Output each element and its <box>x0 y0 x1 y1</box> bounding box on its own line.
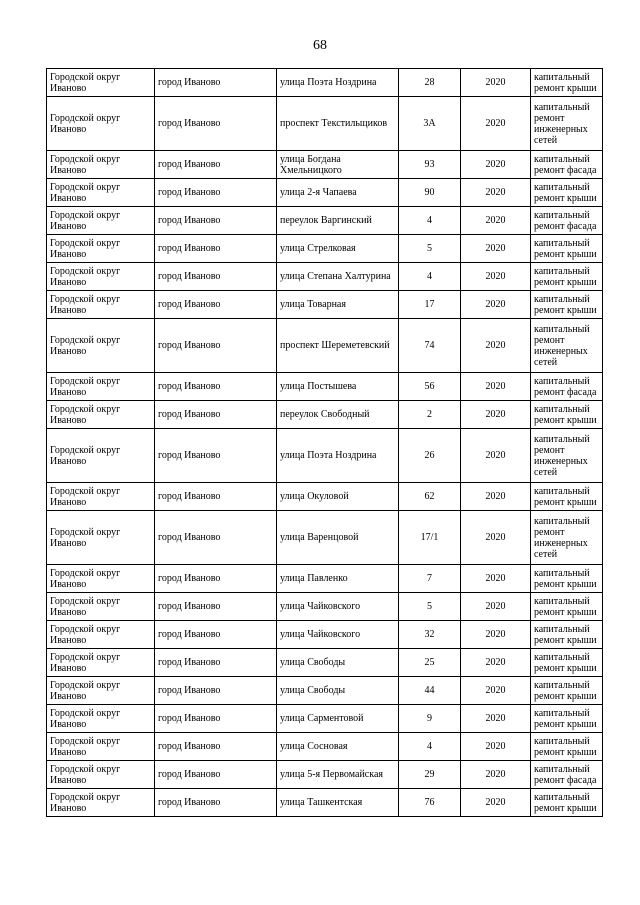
district-cell: Городской округ Иваново <box>47 235 155 263</box>
table-row <box>47 319 603 373</box>
house-number-cell: 29 <box>399 761 461 789</box>
city-cell: город Иваново <box>155 761 277 789</box>
year-cell: 2020 <box>461 511 531 565</box>
street-cell: улица Степана Халтурина <box>277 263 399 291</box>
city-cell: город Иваново <box>155 263 277 291</box>
work-type-cell: капитальный ремонт крыши <box>531 593 603 621</box>
year-cell: 2020 <box>461 733 531 761</box>
street-cell: улица Стрелковая <box>277 235 399 263</box>
work-type-cell: капитальный ремонт крыши <box>531 677 603 705</box>
city-cell: город Иваново <box>155 677 277 705</box>
street-cell: улица Свободы <box>277 677 399 705</box>
table-row <box>47 97 603 151</box>
district-cell: Городской округ Иваново <box>47 401 155 429</box>
table-row <box>47 207 603 235</box>
street-cell: улица Сосновая <box>277 733 399 761</box>
work-type-cell: капитальный ремонт крыши <box>531 649 603 677</box>
district-cell: Городской округ Иваново <box>47 789 155 817</box>
page-number: 68 <box>313 38 327 53</box>
table-row <box>47 677 603 705</box>
district-cell: Городской округ Иваново <box>47 565 155 593</box>
street-cell: улица 5-я Первомайская <box>277 761 399 789</box>
street-cell: улица Поэта Ноздрина <box>277 429 399 483</box>
year-cell: 2020 <box>461 429 531 483</box>
table-row <box>47 373 603 401</box>
street-cell: переулок Свободный <box>277 401 399 429</box>
year-cell: 2020 <box>461 263 531 291</box>
table-row <box>47 429 603 483</box>
work-type-cell: капитальный ремонт фасада <box>531 151 603 179</box>
house-number-cell: 3А <box>399 97 461 151</box>
house-number-cell: 2 <box>399 401 461 429</box>
house-number-cell: 32 <box>399 621 461 649</box>
house-number-cell: 17/1 <box>399 511 461 565</box>
work-type-cell: капитальный ремонт инженерных сетей <box>531 97 603 151</box>
district-cell: Городской округ Иваново <box>47 677 155 705</box>
city-cell: город Иваново <box>155 733 277 761</box>
house-number-cell: 17 <box>399 291 461 319</box>
year-cell: 2020 <box>461 593 531 621</box>
city-cell: город Иваново <box>155 789 277 817</box>
table-row <box>47 69 603 97</box>
city-cell: город Иваново <box>155 429 277 483</box>
house-number-cell: 62 <box>399 483 461 511</box>
street-cell: улица Ташкентская <box>277 789 399 817</box>
district-cell: Городской округ Иваново <box>47 511 155 565</box>
work-type-cell: капитальный ремонт крыши <box>531 483 603 511</box>
district-cell: Городской округ Иваново <box>47 483 155 511</box>
district-cell: Городской округ Иваново <box>47 705 155 733</box>
city-cell: город Иваново <box>155 401 277 429</box>
work-type-cell: капитальный ремонт инженерных сетей <box>531 319 603 373</box>
street-cell: переулок Варгинский <box>277 207 399 235</box>
year-cell: 2020 <box>461 677 531 705</box>
district-cell: Городской округ Иваново <box>47 733 155 761</box>
street-cell: улица Чайковского <box>277 621 399 649</box>
city-cell: город Иваново <box>155 705 277 733</box>
city-cell: город Иваново <box>155 319 277 373</box>
city-cell: город Иваново <box>155 649 277 677</box>
street-cell: улица Сарментовой <box>277 705 399 733</box>
table-row <box>47 789 603 817</box>
street-cell: улица Товарная <box>277 291 399 319</box>
table-row <box>47 151 603 179</box>
city-cell: город Иваново <box>155 483 277 511</box>
city-cell: город Иваново <box>155 373 277 401</box>
table-row <box>47 401 603 429</box>
work-type-cell: капитальный ремонт фасада <box>531 373 603 401</box>
house-number-cell: 74 <box>399 319 461 373</box>
city-cell: город Иваново <box>155 511 277 565</box>
table-row <box>47 761 603 789</box>
year-cell: 2020 <box>461 373 531 401</box>
work-type-cell: капитальный ремонт крыши <box>531 179 603 207</box>
district-cell: Городской округ Иваново <box>47 429 155 483</box>
year-cell: 2020 <box>461 151 531 179</box>
city-cell: город Иваново <box>155 151 277 179</box>
table-row <box>47 705 603 733</box>
work-type-cell: капитальный ремонт инженерных сетей <box>531 511 603 565</box>
year-cell: 2020 <box>461 235 531 263</box>
house-number-cell: 7 <box>399 565 461 593</box>
street-cell: улица Богдана Хмельницкого <box>277 151 399 179</box>
repair-schedule-table <box>46 68 603 817</box>
table-row <box>47 733 603 761</box>
street-cell: улица Поэта Ноздрина <box>277 69 399 97</box>
work-type-cell: капитальный ремонт фасада <box>531 761 603 789</box>
district-cell: Городской округ Иваново <box>47 207 155 235</box>
year-cell: 2020 <box>461 179 531 207</box>
district-cell: Городской округ Иваново <box>47 69 155 97</box>
table-body <box>47 69 603 817</box>
table-row <box>47 565 603 593</box>
table-row <box>47 179 603 207</box>
work-type-cell: капитальный ремонт крыши <box>531 705 603 733</box>
house-number-cell: 25 <box>399 649 461 677</box>
house-number-cell: 28 <box>399 69 461 97</box>
district-cell: Городской округ Иваново <box>47 593 155 621</box>
year-cell: 2020 <box>461 649 531 677</box>
district-cell: Городской округ Иваново <box>47 761 155 789</box>
house-number-cell: 90 <box>399 179 461 207</box>
work-type-cell: капитальный ремонт крыши <box>531 291 603 319</box>
house-number-cell: 4 <box>399 733 461 761</box>
city-cell: город Иваново <box>155 207 277 235</box>
house-number-cell: 5 <box>399 593 461 621</box>
work-type-cell: капитальный ремонт крыши <box>531 565 603 593</box>
year-cell: 2020 <box>461 565 531 593</box>
year-cell: 2020 <box>461 291 531 319</box>
street-cell: проспект Текстильщиков <box>277 97 399 151</box>
year-cell: 2020 <box>461 483 531 511</box>
district-cell: Городской округ Иваново <box>47 649 155 677</box>
city-cell: город Иваново <box>155 621 277 649</box>
work-type-cell: капитальный ремонт крыши <box>531 789 603 817</box>
year-cell: 2020 <box>461 319 531 373</box>
district-cell: Городской округ Иваново <box>47 97 155 151</box>
district-cell: Городской округ Иваново <box>47 263 155 291</box>
district-cell: Городской округ Иваново <box>47 373 155 401</box>
street-cell: улица Окуловой <box>277 483 399 511</box>
city-cell: город Иваново <box>155 69 277 97</box>
house-number-cell: 26 <box>399 429 461 483</box>
city-cell: город Иваново <box>155 179 277 207</box>
district-cell: Городской округ Иваново <box>47 319 155 373</box>
work-type-cell: капитальный ремонт крыши <box>531 69 603 97</box>
district-cell: Городской округ Иваново <box>47 621 155 649</box>
work-type-cell: капитальный ремонт крыши <box>531 401 603 429</box>
street-cell: улица Постышева <box>277 373 399 401</box>
city-cell: город Иваново <box>155 565 277 593</box>
city-cell: город Иваново <box>155 97 277 151</box>
year-cell: 2020 <box>461 207 531 235</box>
house-number-cell: 9 <box>399 705 461 733</box>
street-cell: улица Чайковского <box>277 593 399 621</box>
work-type-cell: капитальный ремонт крыши <box>531 235 603 263</box>
year-cell: 2020 <box>461 621 531 649</box>
city-cell: город Иваново <box>155 291 277 319</box>
house-number-cell: 76 <box>399 789 461 817</box>
year-cell: 2020 <box>461 97 531 151</box>
table-row <box>47 263 603 291</box>
street-cell: улица Павленко <box>277 565 399 593</box>
year-cell: 2020 <box>461 401 531 429</box>
district-cell: Городской округ Иваново <box>47 151 155 179</box>
table-row <box>47 291 603 319</box>
work-type-cell: капитальный ремонт крыши <box>531 621 603 649</box>
house-number-cell: 44 <box>399 677 461 705</box>
district-cell: Городской округ Иваново <box>47 179 155 207</box>
city-cell: город Иваново <box>155 593 277 621</box>
year-cell: 2020 <box>461 705 531 733</box>
house-number-cell: 4 <box>399 263 461 291</box>
work-type-cell: капитальный ремонт крыши <box>531 263 603 291</box>
house-number-cell: 56 <box>399 373 461 401</box>
street-cell: улица 2-я Чапаева <box>277 179 399 207</box>
table-row <box>47 649 603 677</box>
street-cell: улица Варенцовой <box>277 511 399 565</box>
work-type-cell: капитальный ремонт крыши <box>531 733 603 761</box>
year-cell: 2020 <box>461 761 531 789</box>
table-row <box>47 483 603 511</box>
year-cell: 2020 <box>461 69 531 97</box>
street-cell: улица Свободы <box>277 649 399 677</box>
work-type-cell: капитальный ремонт фасада <box>531 207 603 235</box>
street-cell: проспект Шереметевский <box>277 319 399 373</box>
table-row <box>47 511 603 565</box>
table-row <box>47 235 603 263</box>
house-number-cell: 5 <box>399 235 461 263</box>
city-cell: город Иваново <box>155 235 277 263</box>
table-row <box>47 593 603 621</box>
year-cell: 2020 <box>461 789 531 817</box>
table-row <box>47 621 603 649</box>
district-cell: Городской округ Иваново <box>47 291 155 319</box>
house-number-cell: 4 <box>399 207 461 235</box>
work-type-cell: капитальный ремонт инженерных сетей <box>531 429 603 483</box>
house-number-cell: 93 <box>399 151 461 179</box>
